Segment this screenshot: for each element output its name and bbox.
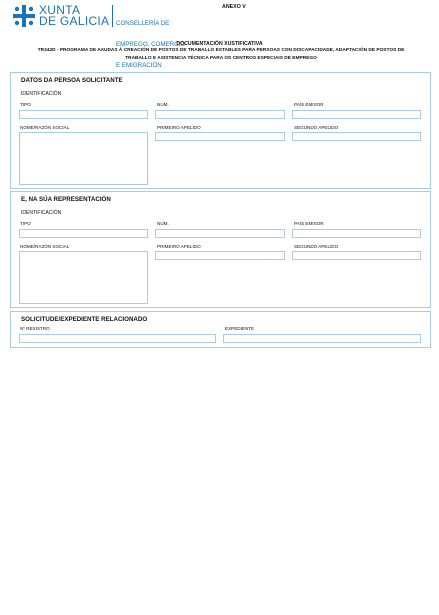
applicant-type-label: TIPO <box>20 102 31 107</box>
representative-type-label: TIPO <box>20 221 31 226</box>
representative-country-field[interactable] <box>292 229 421 238</box>
representative-number-label: NÚM. <box>157 221 169 226</box>
file-field[interactable] <box>223 334 421 343</box>
applicant-number-field[interactable] <box>155 110 285 119</box>
applicant-first-surname-field[interactable] <box>155 132 285 141</box>
applicant-second-surname-label: SEGUNDO APELIDO <box>294 125 339 130</box>
representative-country-label: PAÍS EMISOR <box>294 221 324 226</box>
representative-section <box>10 191 431 308</box>
representative-section-title: E, NA SÚA REPRESENTACIÓN <box>21 196 111 203</box>
logo-wordmark <box>39 5 109 27</box>
applicant-second-surname-field[interactable] <box>292 132 421 141</box>
applicant-section-title: DATOS DA PERSOA SOLICITANTE <box>21 77 123 84</box>
department-line1: CONSELLERÍA DE <box>116 20 170 27</box>
representative-first-surname-label: PRIMEIRO APELIDO <box>157 244 201 249</box>
representative-identification-label: IDENTIFICACIÓN <box>21 210 62 216</box>
annex-label: ANEXO V <box>222 4 246 10</box>
applicant-number-label: NÚM. <box>157 102 169 107</box>
representative-first-surname-field[interactable] <box>155 251 285 260</box>
document-title: DOCUMENTACIÓN XUSTIFICATIVA <box>176 41 263 47</box>
file-label: EXPEDIENTE <box>225 326 255 331</box>
xunta-logo <box>12 3 186 69</box>
department-line2: EMPREGO, COMERCIO <box>116 41 186 48</box>
applicant-type-field[interactable] <box>19 110 148 119</box>
registry-number-label: Nº REXISTRO <box>20 326 50 331</box>
representative-second-surname-field[interactable] <box>292 251 421 260</box>
applicant-country-label: PAÍS EMISOR <box>294 102 324 107</box>
applicant-first-surname-label: PRIMEIRO APELIDO <box>157 125 201 130</box>
representative-name-label: NOME/RAZÓN SOCIAL <box>20 244 70 249</box>
applicant-name-label: NOME/RAZÓN SOCIAL <box>20 125 70 130</box>
subtitle-line2: TRABALLO E ASISTENCIA TÉCNICA PARA OS CENTROS ESPECIAIS DE EMPREGO <box>125 56 317 61</box>
representative-type-field[interactable] <box>19 229 148 238</box>
representative-name-field[interactable] <box>19 251 148 304</box>
registry-number-field[interactable] <box>19 334 216 343</box>
logo-line1: XUNTA <box>39 3 81 17</box>
subtitle-line1: TR342D - PROGRAMA DE AXUDAS Á CREACIÓN DE POSTOS DE TRABALLO ESTABLES PARA PERSOAS CON DISCAPACIDADE, ADAPTACIÓN DE POSTOS DE <box>37 48 405 53</box>
logo-divider <box>112 5 113 27</box>
representative-number-field[interactable] <box>155 229 285 238</box>
applicant-identification-label: IDENTIFICACIÓN <box>21 91 62 97</box>
document-subtitle <box>22 47 420 63</box>
representative-second-surname-label: SEGUNDO APELIDO <box>294 244 339 249</box>
department-line3: E EMIGRACIÓN <box>116 62 162 69</box>
logo-line2: DE GALICIA <box>39 14 110 28</box>
related-file-section-title: SOLICITUDE/EXPEDIENTE RELACIONADO <box>21 316 148 323</box>
xunta-emblem-icon <box>12 4 36 28</box>
applicant-country-field[interactable] <box>292 110 421 119</box>
related-file-section <box>10 311 431 348</box>
applicant-section <box>10 72 431 189</box>
applicant-name-field[interactable] <box>19 132 148 185</box>
